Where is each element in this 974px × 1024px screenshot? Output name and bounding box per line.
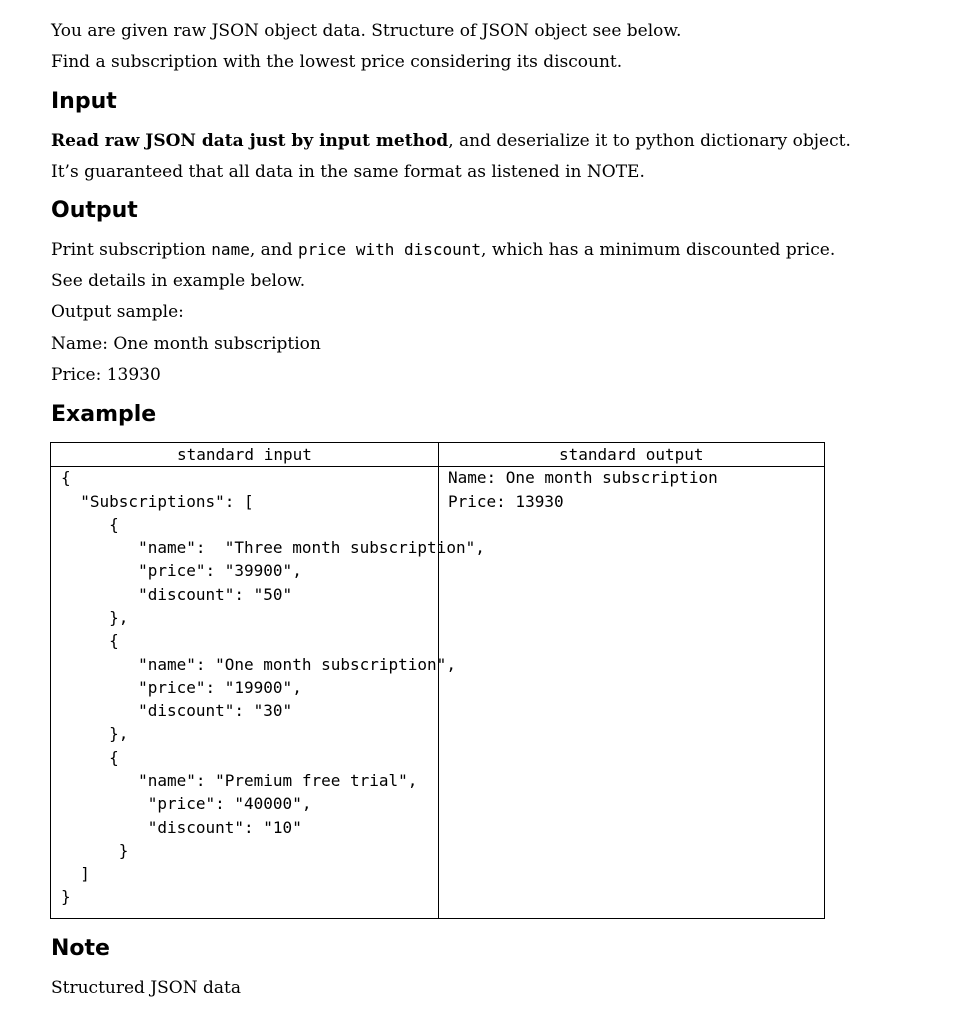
input-code-line: { <box>61 631 119 650</box>
output-text-3: , which has a minimum discounted price. <box>481 240 836 260</box>
intro-line-2: Find a subscription with the lowest price considering its discount. <box>51 52 623 72</box>
output-line-3: Output sample: <box>51 302 184 322</box>
input-bold-text: Read raw JSON data just by input method <box>51 131 449 151</box>
output-code-name: name <box>211 240 250 259</box>
example-heading: Example <box>51 402 157 427</box>
output-code-line: Price: 13930 <box>448 492 564 511</box>
input-code-line: "name": "Three month subscription", <box>61 538 485 557</box>
input-code-line: { <box>61 748 119 767</box>
input-line-2: It’s guaranteed that all data in the same format as listened in NOTE. <box>51 162 645 182</box>
output-line-5: Price: 13930 <box>51 365 161 385</box>
input-code-line: } <box>61 887 71 906</box>
input-line-1 <box>51 130 851 152</box>
input-code-line: "discount": "30" <box>61 701 293 720</box>
input-code-line: "discount": "50" <box>61 585 293 604</box>
input-code-line: { <box>61 515 119 534</box>
input-code-line: }, <box>61 608 129 627</box>
output-line-4: Name: One month subscription <box>51 334 321 354</box>
input-code-line: { <box>61 468 71 487</box>
input-code-line: "price": "40000", <box>61 794 312 813</box>
output-text-1: Print subscription <box>51 240 212 260</box>
note-line-1: Structured JSON data <box>51 978 241 998</box>
input-code-line: "name": "One month subscription", <box>61 655 456 674</box>
output-code-line: Name: One month subscription <box>448 468 718 487</box>
output-heading: Output <box>51 198 138 223</box>
output-line-2: See details in example below. <box>51 271 306 291</box>
input-code-line: "price": "39900", <box>61 561 302 580</box>
note-heading: Note <box>51 936 110 961</box>
output-column-header: standard output <box>559 445 704 464</box>
input-code-line: } <box>61 841 129 860</box>
input-column-header: standard input <box>177 445 312 464</box>
input-code-line: "name": "Premium free trial", <box>61 771 418 790</box>
input-code-line: "price": "19900", <box>61 678 302 697</box>
output-line-1 <box>51 239 835 261</box>
input-code-line: ] <box>61 864 90 883</box>
input-code-line: "discount": "10" <box>61 818 302 837</box>
input-code-line: }, <box>61 724 129 743</box>
input-heading: Input <box>51 89 117 114</box>
input-rest-text: , and deserialize it to python dictionary object. <box>448 131 851 151</box>
output-text-2: , and <box>249 240 299 260</box>
table-column-divider <box>438 443 439 918</box>
output-code-price: price with discount <box>298 240 482 259</box>
intro-line-1: You are given raw JSON object data. Structure of JSON object see below. <box>51 21 682 41</box>
example-table <box>50 442 825 919</box>
input-code-line: "Subscriptions": [ <box>61 492 254 511</box>
